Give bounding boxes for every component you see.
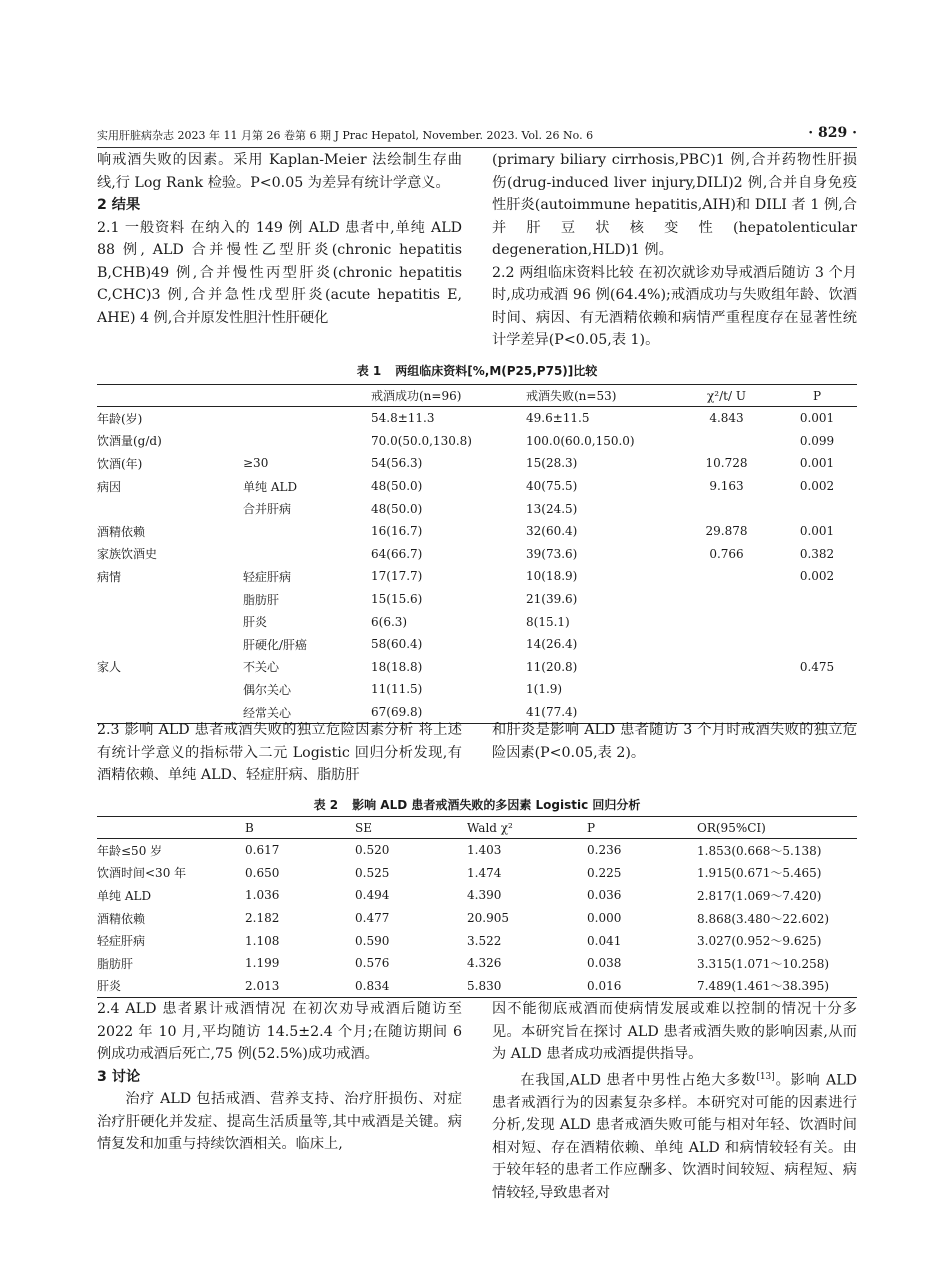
table1: [97, 384, 857, 724]
table-cell: 年龄≤50 岁: [97, 843, 163, 858]
table-cell: 0.236: [587, 843, 622, 858]
table-cell: 0.001: [799, 411, 835, 426]
table-cell: 58(60.4): [371, 637, 423, 652]
table-cell: 48(50.0): [371, 501, 423, 516]
table-cell: 肝硬化/肝癌: [243, 637, 308, 652]
bottom-left-column: [97, 998, 462, 1156]
table-cell: [777, 678, 857, 701]
table-row: [97, 543, 857, 566]
table-row: [97, 588, 857, 611]
table-row: [97, 952, 857, 975]
table-cell: 10(18.9): [526, 569, 578, 584]
table-cell: 67(69.8): [371, 705, 423, 720]
table-cell: 0.590: [355, 933, 390, 948]
table-cell: [243, 520, 371, 543]
table2-header-cell: OR(95%CI): [697, 820, 766, 835]
table-row: [97, 929, 857, 952]
table1-header-cell: [243, 385, 371, 407]
discussion-heading: 3 讨论: [97, 1068, 141, 1085]
discussion-text-a: 在我国,ALD 患者中男性占绝大多数: [520, 1072, 757, 1089]
table-cell: 1.915(0.671～5.465): [697, 866, 822, 881]
table-cell: 0.766: [709, 546, 744, 561]
results-heading: 2 结果: [97, 197, 141, 213]
table-cell: [97, 633, 243, 656]
table-cell: 合并肝病: [243, 502, 292, 517]
table1-header-cell: [97, 385, 243, 407]
table-cell: 0.834: [355, 978, 390, 993]
table-cell: 8(15.1): [526, 614, 570, 629]
table-row: [97, 565, 857, 588]
table2-header-cell: B: [245, 820, 254, 835]
mid-left-column: [97, 719, 462, 787]
table-cell: 0.475: [799, 659, 835, 674]
table-cell: 54.8±11.3: [371, 411, 435, 426]
logistic-paragraph: 2.3 影响 ALD 患者戒酒失败的独立危险因素分析 将上述有统计学意义的指标带入二元 Logistic 回归分析发现,有酒精依赖、单纯 ALD、轻症肝病、脂肪肝: [97, 722, 462, 783]
table-row: [97, 862, 857, 885]
table-cell: 脂肪肝: [243, 592, 280, 607]
table-cell: 5.830: [467, 978, 502, 993]
table-cell: 1.199: [245, 956, 280, 971]
table-cell: 病情: [97, 569, 122, 584]
bottom-right-column: [492, 998, 857, 1204]
logistic-paragraph-continued: 和肝炎是影响 ALD 患者随访 3 个月时戒酒失败的独立危险因素(P<0.05,表 2)。: [492, 722, 857, 761]
table-cell: 32(60.4): [526, 524, 578, 539]
discussion-continued: 因不能彻底戒酒而使病情发展或难以控制的情况十分多见。本研究旨在探讨 ALD 患者戒酒失败的影响因素,从而为 ALD 患者成功戒酒提供指导。: [492, 1001, 857, 1062]
table-cell: 17(17.7): [371, 569, 423, 584]
table-cell: 1.853(0.668～5.138): [697, 843, 822, 858]
table-cell: 不关心: [243, 660, 280, 675]
table-cell: 肝炎: [243, 615, 268, 630]
table-cell: 0.041: [587, 933, 622, 948]
table-cell: 10.728: [705, 456, 748, 471]
table-cell: 1.403: [467, 843, 502, 858]
table-cell: 0.650: [245, 865, 280, 880]
table2-header-cell: [97, 817, 245, 839]
table-cell: 48(50.0): [371, 479, 423, 494]
table-cell: 100.0(60.0,150.0): [526, 433, 635, 448]
table-cell: 0.477: [355, 911, 390, 926]
table-cell: 4.390: [467, 888, 502, 903]
table-cell: 偶尔关心: [243, 682, 292, 697]
table1-title: 两组临床资料[%,M(P25,P75)]比较: [395, 364, 598, 378]
table-cell: 脂肪肝: [97, 956, 134, 971]
top-right-column: [492, 149, 857, 352]
table-cell: 7.489(1.461～38.395): [697, 979, 830, 994]
table-cell: 0.001: [799, 456, 835, 471]
table-cell: [243, 430, 371, 453]
table-cell: [676, 565, 777, 588]
table-cell: 轻症肝病: [243, 569, 292, 584]
table-cell: 41(77.4): [526, 705, 578, 720]
table-cell: [777, 633, 857, 656]
table-row: [97, 884, 857, 907]
discussion-paragraph-2: [492, 1066, 857, 1205]
table-row: [97, 975, 857, 998]
general-info-continued: (primary biliary cirrhosis,PBC)1 例,合并药物性肝损伤(drug-induced liver injury,DILI)2 例,合并自身免疫性肝炎(autoimmune hepatitis,AIH)和 DILI 者 1 例,合并肝豆状核变性(hepatolenticular degeneration,HLD)1 例。: [492, 152, 857, 258]
table-cell: 2.013: [245, 978, 280, 993]
table-cell: [676, 678, 777, 701]
table-cell: 20.905: [467, 911, 509, 926]
table1-header-row: [97, 385, 857, 407]
table-cell: [243, 407, 371, 430]
top-left-column: [97, 149, 462, 329]
table-cell: 酒精依赖: [97, 524, 146, 539]
table-cell: 13(24.5): [526, 501, 578, 516]
table-cell: 0.494: [355, 888, 390, 903]
table1-number: 表 1: [356, 364, 382, 378]
table-cell: 0.576: [355, 956, 390, 971]
table-cell: 6(6.3): [371, 614, 408, 629]
methods-end-paragraph: 响戒酒失败的因素。采用 Kaplan-Meier 法绘制生存曲线,行 Log Rank 检验。P<0.05 为差异有统计学意义。: [97, 152, 462, 191]
table-cell: 16(16.7): [371, 524, 423, 539]
table-cell: 29.878: [705, 524, 748, 539]
table-cell: 家族饮酒史: [97, 547, 158, 562]
table-cell: 2.817(1.069～7.420): [697, 888, 822, 903]
table-cell: 14(26.4): [526, 637, 578, 652]
table-cell: 15(28.3): [526, 456, 578, 471]
table-cell: 0.001: [799, 524, 835, 539]
table-cell: 家人: [97, 660, 122, 675]
table-cell: [243, 543, 371, 566]
table-cell: 0.002: [799, 569, 835, 584]
table-cell: 1(1.9): [526, 682, 563, 697]
table-cell: 0.520: [355, 843, 390, 858]
table-row: [97, 839, 857, 862]
table-cell: 饮酒(年): [97, 456, 143, 471]
table-cell: 0.225: [587, 865, 622, 880]
table2-title: 影响 ALD 患者戒酒失败的多因素 Logistic 回归分析: [352, 798, 641, 812]
table2-header-cell: P: [587, 820, 596, 835]
table-row: [97, 678, 857, 701]
table-cell: ≥30: [243, 456, 269, 471]
table-cell: [777, 610, 857, 633]
citation-13: [13]: [756, 1071, 775, 1082]
table-cell: [97, 497, 243, 520]
page-number: · 829 ·: [808, 125, 857, 141]
table-cell: 4.843: [709, 411, 744, 426]
journal-citation: 实用肝脏病杂志 2023 年 11 月第 26 卷第 6 期 J Prac Hepatol, November. 2023. Vol. 26 No. 6: [97, 129, 594, 142]
table-cell: 0.382: [799, 546, 835, 561]
table-row: [97, 656, 857, 679]
table-cell: 0.016: [587, 978, 622, 993]
table-cell: 饮酒时间<30 年: [97, 866, 187, 881]
table-cell: 单纯 ALD: [243, 479, 298, 494]
table-cell: [676, 430, 777, 453]
table-row: [97, 497, 857, 520]
table1-caption: [97, 362, 857, 379]
table-cell: 0.000: [587, 911, 622, 926]
table-cell: 0.617: [245, 843, 280, 858]
table-cell: 64(66.7): [371, 546, 423, 561]
table-cell: 54(56.3): [371, 456, 423, 471]
table-cell: 0.002: [799, 479, 835, 494]
table1-header-cell: P: [812, 388, 822, 403]
table-cell: [676, 610, 777, 633]
table1-header-cell: χ²/t/ U: [707, 388, 746, 403]
table-cell: 酒精依赖: [97, 911, 146, 926]
table-cell: 1.036: [245, 888, 280, 903]
table-cell: 4.326: [467, 956, 502, 971]
cumulative-paragraph: 2.4 ALD 患者累计戒酒情况 在初次劝导戒酒后随访至 2022 年 10 月,平均随访 14.5±2.4 个月;在随访期间 6 例成功戒酒后死亡,75 例(52.5%)成功戒酒。: [97, 1001, 462, 1062]
table2-caption: [97, 796, 857, 813]
table-cell: 0.525: [355, 865, 390, 880]
table2-number: 表 2: [313, 798, 339, 812]
table-cell: 年龄(岁): [97, 411, 143, 426]
table2-header-row: [97, 817, 857, 839]
table-cell: 11(11.5): [371, 682, 423, 697]
table-cell: [97, 588, 243, 611]
table2-header-cell: SE: [355, 820, 372, 835]
table-cell: 49.6±11.5: [526, 411, 590, 426]
table-cell: 3.522: [467, 933, 502, 948]
discussion-paragraph: 治疗 ALD 包括戒酒、营养支持、治疗肝损伤、对症治疗肝硬化并发症、提高生活质量等,其中戒酒是关键。病情复发和加重与持续饮酒相关。临床上,: [97, 1091, 462, 1152]
table-cell: 病因: [97, 479, 122, 494]
table-cell: 39(73.6): [526, 546, 578, 561]
table-cell: 9.163: [709, 479, 744, 494]
table-cell: 3.315(1.071～10.258): [697, 956, 830, 971]
mid-right-column: [492, 719, 857, 764]
table-cell: 轻症肝病: [97, 934, 146, 949]
table-row: [97, 520, 857, 543]
table-row: [97, 407, 857, 430]
table-cell: [777, 497, 857, 520]
table-cell: [676, 656, 777, 679]
table-cell: 11(20.8): [526, 659, 578, 674]
table-cell: 8.868(3.480～22.602): [697, 911, 830, 926]
table-row: [97, 430, 857, 453]
table1-header-cell: 戒酒失败(n=53): [526, 389, 617, 403]
running-header: [97, 125, 857, 145]
table-cell: 18(18.8): [371, 659, 423, 674]
table-row: [97, 610, 857, 633]
table-cell: 单纯 ALD: [97, 888, 152, 903]
comparison-paragraph: 2.2 两组临床资料比较 在初次就诊劝导戒酒后随访 3 个月时,成功戒酒 96 例(64.4%);戒酒成功与失败组年龄、饮酒时间、病因、有无酒精依赖和病情严重程度存在显著性统计学差异(P<0.05,表 1)。: [492, 264, 857, 348]
table-row: [97, 907, 857, 930]
table-cell: [777, 588, 857, 611]
table-row: [97, 452, 857, 475]
table-cell: 1.474: [467, 865, 502, 880]
table-cell: 15(15.6): [371, 592, 423, 607]
table-cell: [676, 588, 777, 611]
table1-header-cell: 戒酒成功(n=96): [371, 389, 462, 403]
table-cell: 21(39.6): [526, 592, 578, 607]
table-cell: [676, 497, 777, 520]
table-cell: [97, 610, 243, 633]
table-cell: 经常关心: [243, 705, 292, 720]
table-cell: 3.027(0.952～9.625): [697, 934, 822, 949]
table-cell: 0.038: [587, 956, 622, 971]
general-info-paragraph: 2.1 一般资料 在纳入的 149 例 ALD 患者中,单纯 ALD 88 例, ALD 合并慢性乙型肝炎(chronic hepatitis B,CHB)49 例,合并慢性丙型肝炎(chronic hepatitis C,CHC)3 例,合并急性戊型肝炎(acute hepatitis E, AHE) 4 例,合并原发性胆汁性肝硬化: [97, 219, 462, 326]
table-cell: 0.099: [799, 433, 835, 448]
header-rule: [97, 147, 857, 148]
table-cell: [97, 678, 243, 701]
table2: [97, 816, 857, 998]
discussion-text-b: 。影响 ALD 患者戒酒行为的因素复杂多样。本研究对可能的因素进行分析,发现 ALD 患者戒酒失败可能与相对年轻、饮酒时间相对短、存在酒精依赖、单纯 ALD 和病情较轻有关。由于较年轻的患者工作应酬多、饮酒时间较短、病程短、病情较轻,导致患者对: [492, 1072, 857, 1201]
table2-header-cell: Wald χ²: [467, 820, 513, 835]
table-row: [97, 633, 857, 656]
table-cell: 0.036: [587, 888, 622, 903]
table-cell: [676, 633, 777, 656]
table-cell: 1.108: [245, 933, 280, 948]
table-row: [97, 475, 857, 498]
table-cell: 70.0(50.0,130.8): [371, 433, 472, 448]
table-cell: 2.182: [245, 911, 280, 926]
table-cell: 40(75.5): [526, 479, 578, 494]
table-cell: 肝炎: [97, 979, 122, 994]
table-cell: 饮酒量(g/d): [97, 434, 162, 449]
